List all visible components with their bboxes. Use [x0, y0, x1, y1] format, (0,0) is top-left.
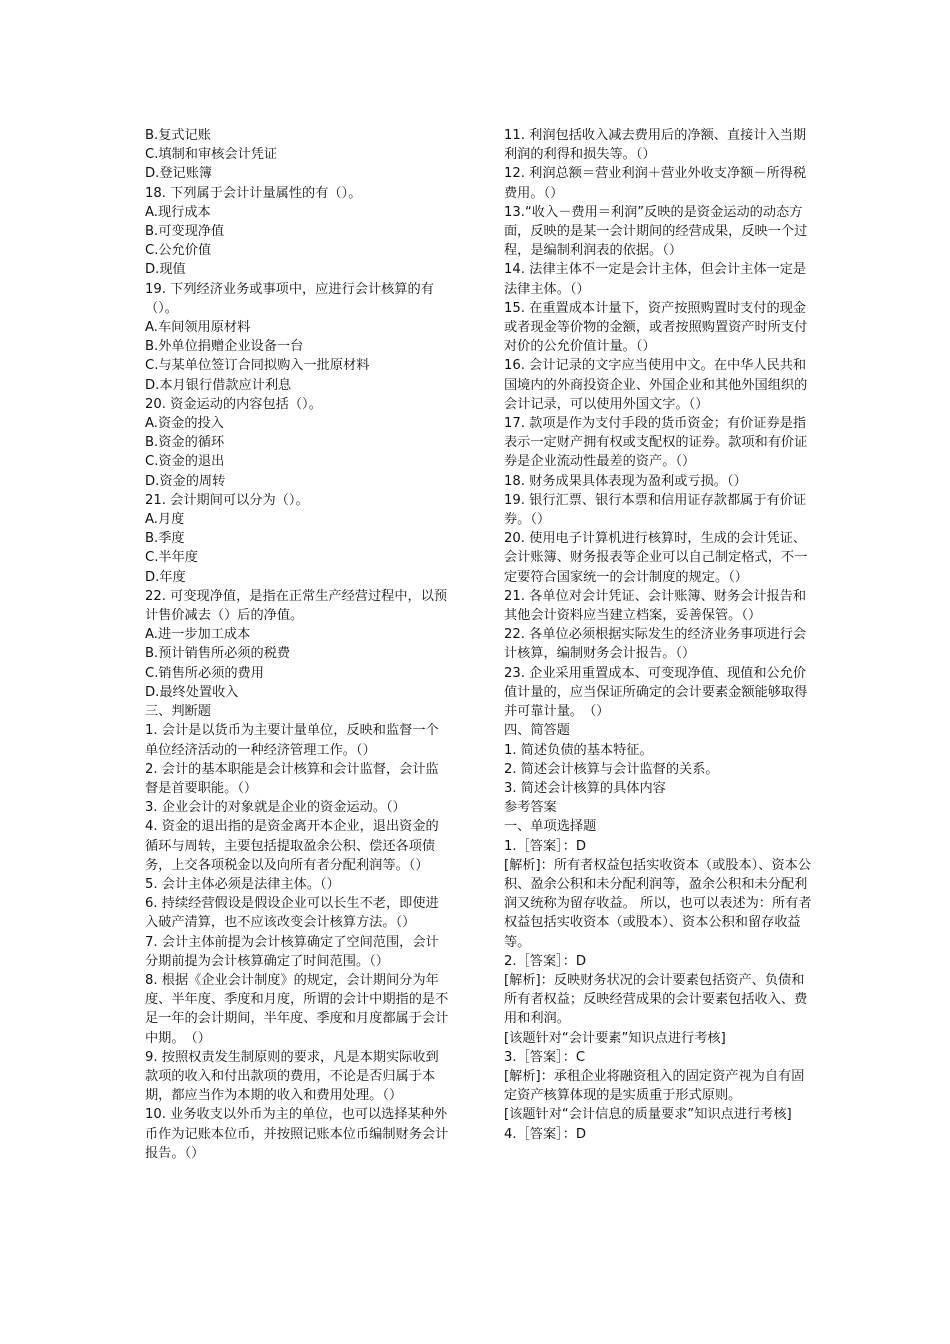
left-line-35: 6. 持续经营假设是假设企业可以长生不老，即使进入破产清算，也不应该改变会计核算方法。（） — [145, 896, 439, 931]
right-line-23: [解析]：反映财务状况的会计要素包括资产、负债和所有者权益；反映经营成果的会计要素包括收入、费用和利润。 — [504, 972, 808, 1027]
right-line-26: [解析]：承租企业将融资租入的固定资产视为自有固定资产核算体现的是实质重于形式原则。 — [504, 1068, 805, 1104]
left-line-33: 4. 资金的退出指的是资金离开本企业，退出资金的循环与周转，主要包括提取盈余公积、偿还各项债务，上交各项税金以及向所有者分配利润等。（） — [145, 819, 439, 873]
left-line-16: B.资金的循环 — [145, 435, 225, 451]
left-line-22: C.半年度 — [145, 550, 198, 566]
left-line-6: B.可变现净值 — [145, 224, 225, 240]
left-line-27: C.销售所必须的费用 — [145, 665, 264, 681]
right-line-27: [该题针对“会计信息的质量要求”知识点进行考核] — [504, 1107, 792, 1123]
left-line-28: D.最终处置收入 — [145, 684, 239, 700]
right-line-6: 16. 会计记录的文字应当使用中文。在中华人民共和国境内的外商投资企业、外国企业和其他外国组织的会计记录，可以使用外国文字。（） — [504, 358, 808, 412]
right-line-14: 四、简答题 — [504, 723, 570, 739]
left-line-2: C.填制和审核会计凭证 — [145, 147, 278, 163]
left-line-9: 19. 下列经济业务或事项中，应进行会计核算的有（）。 — [145, 281, 434, 316]
left-line-7: C.公允价值 — [145, 243, 212, 259]
left-line-39: 10. 业务收支以外币为主的单位，也可以选择某种外币作为记账本位币，并按照记账本位币编制财务会计报告。（） — [145, 1107, 449, 1161]
right-line-8: 18. 财务成果具体表现为盈利或亏损。（） — [504, 473, 747, 489]
right-line-10: 20. 使用电子计算机进行核算时，生成的会计凭证、会计账簿、财务报表等企业可以自己制定格式，不一定要符合国家统一的会计制度的规定。（） — [504, 531, 808, 585]
right-line-5: 15. 在重置成本计量下，资产按照购置时支付的现金或者现金等价物的金额，或者按照购置资产时所支付对价的公允价值计量。（） — [504, 300, 808, 355]
right-line-13: 23. 企业采用重置成本、可变现净值、现值和公允价值计量的，应当保证所确定的会计要素金额能够取得并可靠计量。 （） — [504, 665, 808, 720]
left-line-37: 8. 根据《企业会计制度》的规定，会计期间分为年度、半年度、季度和月度，所谓的会计中期指的是不足一年的会计期间，半年度、季度和月度都属于会计中期。 （） — [145, 972, 449, 1046]
left-line-24: 22. 可变现净值，是指在正常生产经营过程中，以预计售价减去（）后的净值。 — [145, 588, 448, 624]
right-line-16: 2. 简述会计核算与会计监督的关系。 — [504, 761, 719, 777]
left-line-38: 9. 按照权责发生制原则的要求，凡是本期实际收到款项的收入和付出款项的费用，不论是否归属于本期，都应当作为本期的收入和费用处理。（） — [145, 1049, 439, 1104]
right-line-20: 1.［答案］：D — [504, 838, 587, 854]
left-line-4: 18. 下列属于会计计量属性的有（）。 — [145, 185, 362, 201]
left-line-14: 20. 资金运动的内容包括（）。 — [145, 396, 322, 412]
left-line-11: B.外单位捐赠企业设备一台 — [145, 339, 304, 355]
left-line-21: B.季度 — [145, 531, 185, 547]
left-line-18: D.资金的周转 — [145, 473, 226, 489]
right-line-28: 4.［答案］：D — [504, 1126, 587, 1142]
right-line-24: [该题针对“会计要素”知识点进行考核] — [504, 1030, 726, 1046]
right-line-4: 14. 法律主体不一定是会计主体，但会计主体一定是法律主体。（） — [504, 262, 807, 297]
left-line-23: D.年度 — [145, 569, 186, 585]
left-line-36: 7. 会计主体前提为会计核算确定了空间范围，会计分期前提为会计核算确定了时间范围。（） — [145, 934, 439, 969]
right-line-15: 1. 简述负债的基本特征。 — [504, 742, 653, 758]
right-line-19: 一、单项选择题 — [504, 819, 597, 835]
right-line-17: 3. 简述会计核算的具体内容 — [504, 780, 666, 796]
left-line-3: D.登记账簿 — [145, 166, 213, 182]
right-line-22: 2.［答案］：D — [504, 953, 587, 969]
right-line-11: 21. 各单位对会计凭证、会计账簿、财务会计报告和其他会计资料应当建立档案，妥善保管。（） — [504, 588, 807, 624]
right-line-1: 11. 利润包括收入减去费用后的净额、直接计入当期利润的利得和损失等。（） — [504, 128, 807, 163]
left-line-12: C.与某单位签订合同拟购入一批原材料 — [145, 358, 370, 374]
left-line-8: D.现值 — [145, 262, 186, 278]
left-line-32: 3. 企业会计的对象就是企业的资金运动。（） — [145, 800, 406, 816]
left-line-31: 2. 会计的基本职能是会计核算和会计监督，会计监督是首要职能。（） — [145, 761, 439, 796]
right-line-25: 3.［答案］：C — [504, 1049, 586, 1065]
left-line-17: C.资金的退出 — [145, 454, 225, 470]
left-line-19: 21. 会计期间可以分为（）。 — [145, 492, 309, 508]
left-line-10: A.车间领用原材料 — [145, 320, 251, 336]
right-line-18: 参考答案 — [504, 800, 557, 816]
left-line-1: B.复式记账 — [145, 128, 211, 143]
right-line-21: [解析]：所有者权益包括实收资本（或股本）、资本公积、盈余公积和未分配利润等，盈余公积和未分配利润又统称为留存收益。 所以，也可以表述为：所有者权益包括实收资本（或股本）、资本公积和留存收益等。 — [504, 857, 812, 950]
right-line-12: 22. 各单位必须根据实际发生的经济业务事项进行会计核算，编制财务会计报告。（） — [504, 627, 807, 662]
left-line-26: B.预计销售所必须的税费 — [145, 646, 291, 662]
right-column — [504, 126, 814, 1144]
left-line-20: A.月度 — [145, 512, 185, 528]
right-line-2: 12. 利润总额＝营业利润＋营业外收支净额－所得税费用。（） — [504, 166, 807, 201]
left-line-15: A.资金的投入 — [145, 416, 224, 432]
left-line-34: 5. 会计主体必须是法律主体。（） — [145, 876, 340, 892]
left-line-25: A.进一步加工成本 — [145, 627, 251, 643]
right-line-3: 13.“收入－费用＝利润”反映的是资金运动的动态方面，反映的是某一会计期间的经营成果，反映一个过程，是编制利润表的依据。（） — [504, 204, 808, 259]
left-line-30: 1. 会计是以货币为主要计量单位，反映和监督一个单位经济活动的一种经济管理工作。（） — [145, 723, 439, 758]
left-line-5: A.现行成本 — [145, 204, 211, 220]
left-line-29: 三、判断题 — [145, 704, 211, 720]
left-line-13: D.本月银行借款应计利息 — [145, 377, 292, 393]
right-line-7: 17. 款项是作为支付手段的货币资金；有价证券是指表示一定财产拥有权或支配权的证券。款项和有价证券是企业流动性最差的资产。（） — [504, 416, 808, 470]
left-column — [145, 126, 450, 1163]
right-line-9: 19. 银行汇票、银行本票和信用证存款都属于有价证券。（） — [504, 492, 807, 528]
